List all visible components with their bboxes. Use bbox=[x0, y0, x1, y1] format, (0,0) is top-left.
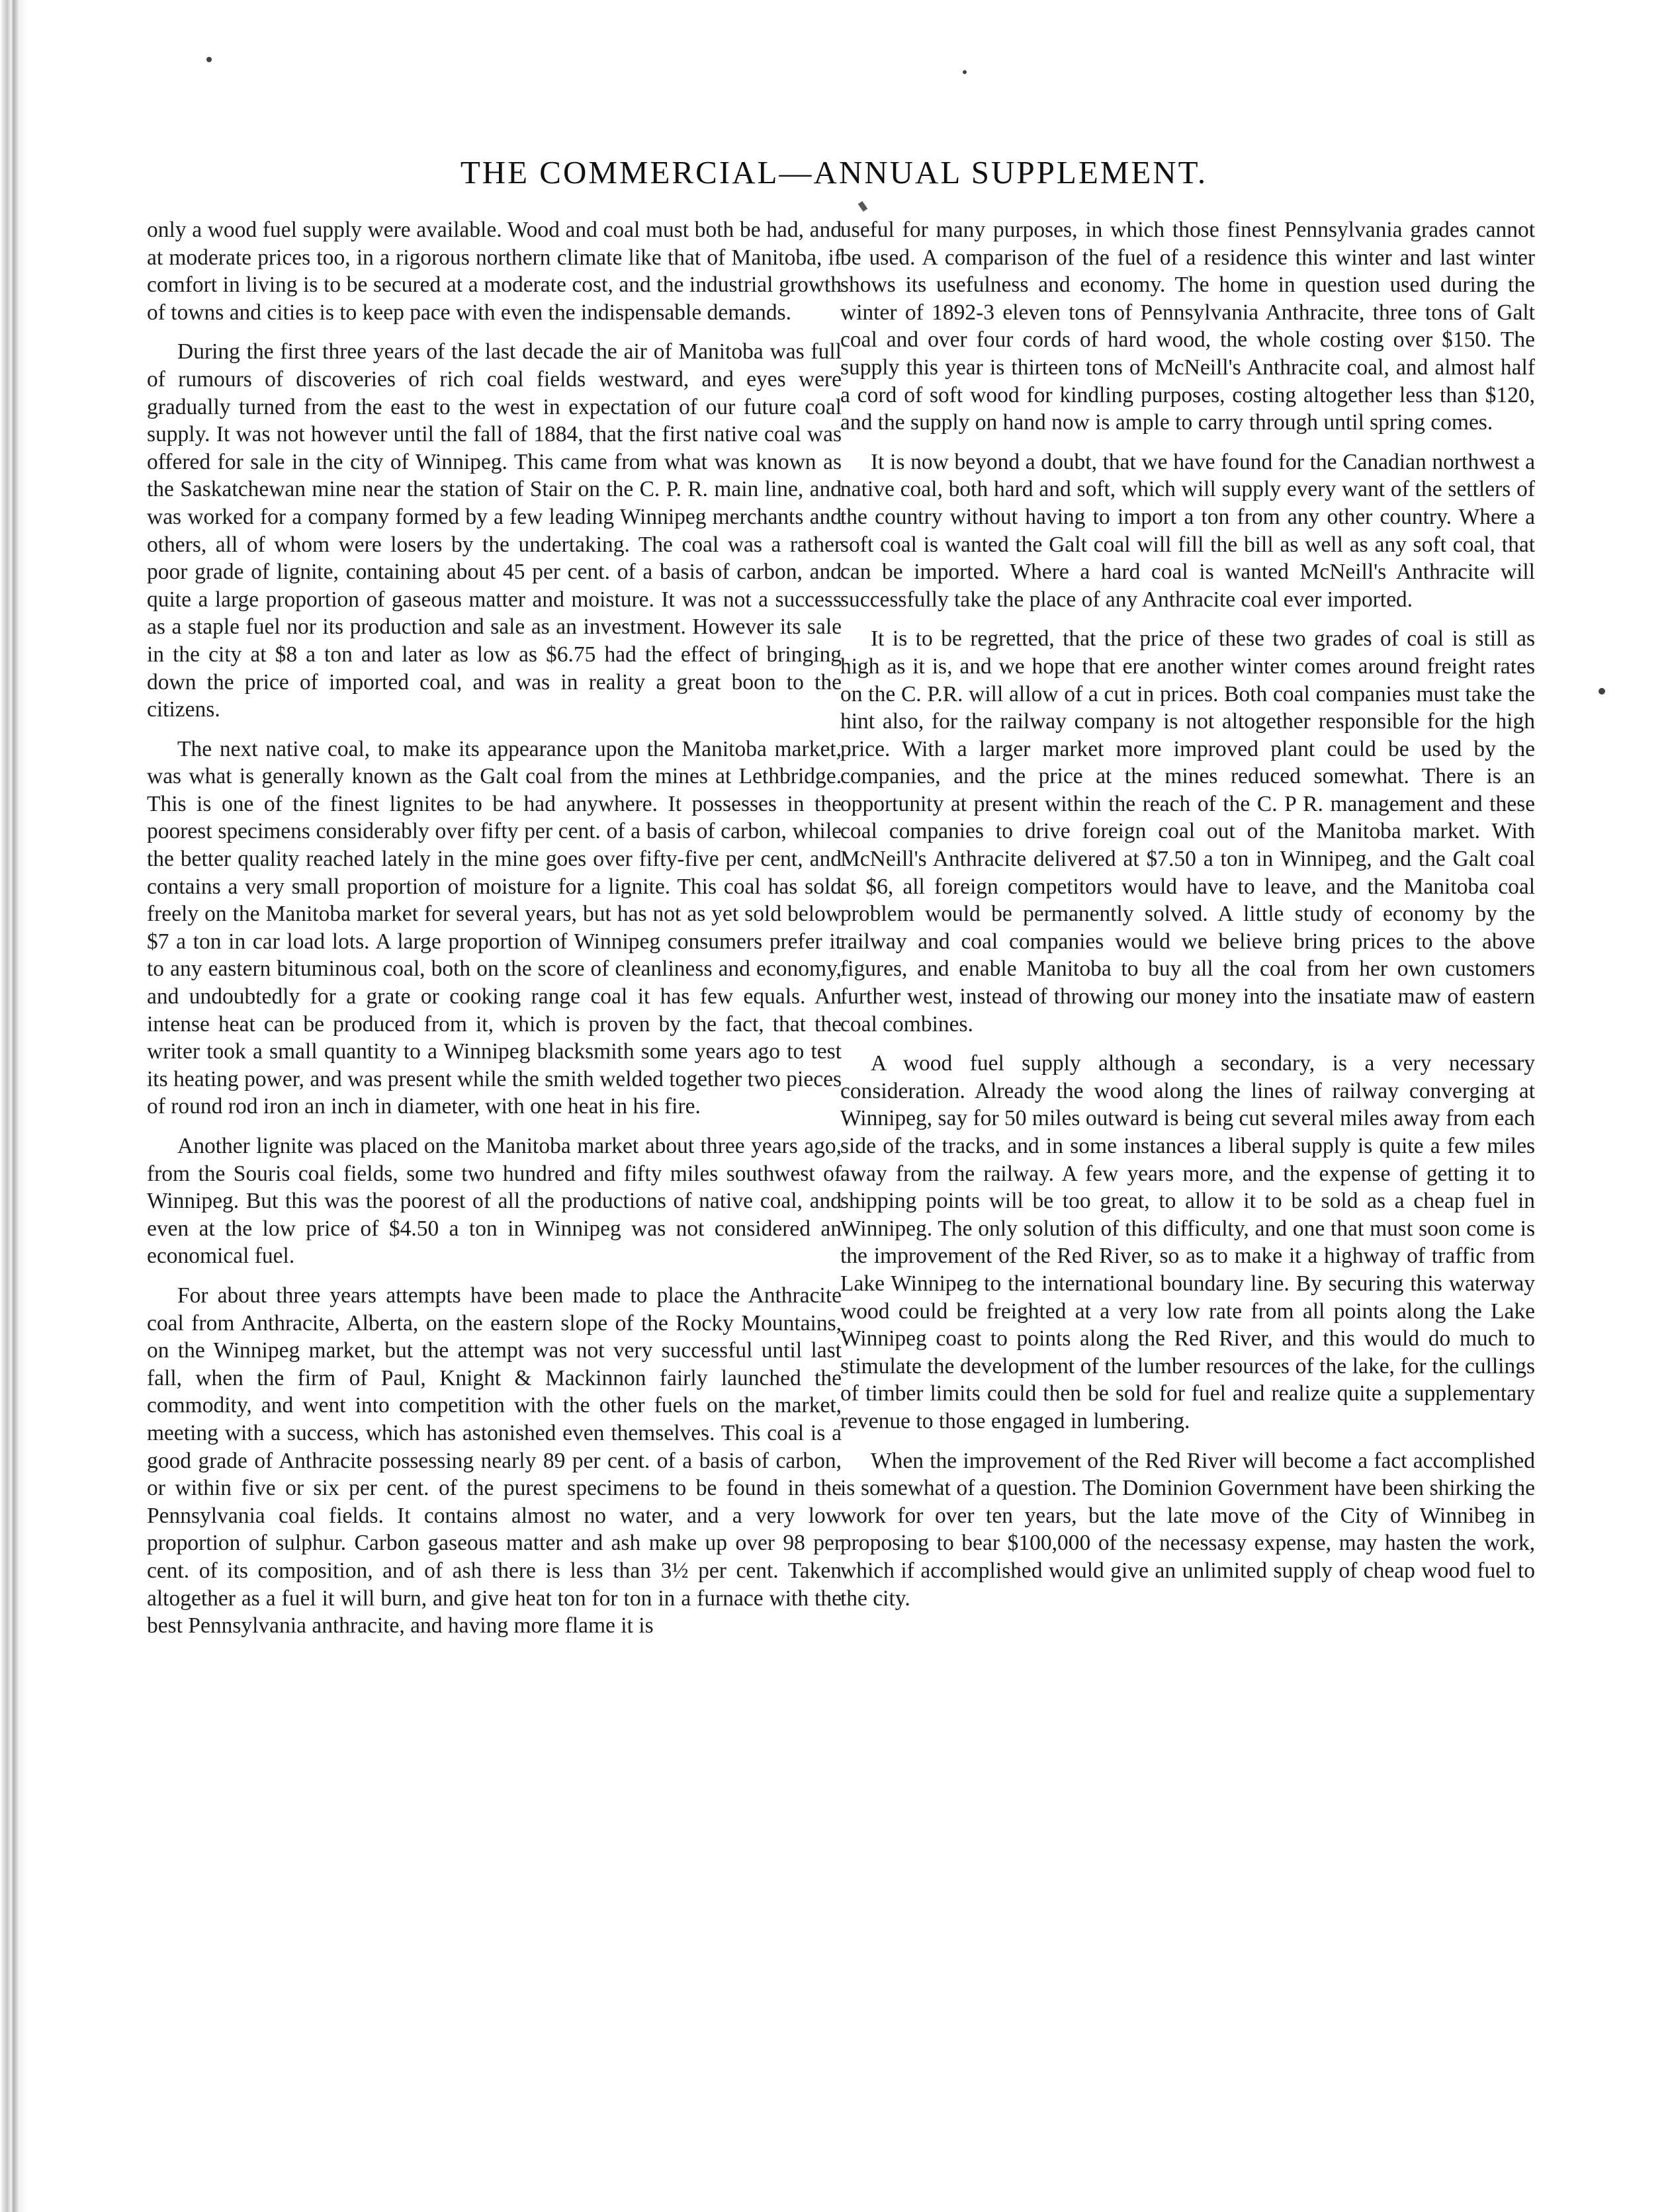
paragraph: only a wood fuel supply were available. Wood and coal must both be had, and at moderate prices too, in a rigorous northern climate like that of Manitoba, if comfort in living is to be secured at a moderate cost, and the industrial growth of towns and cities is to keep pace with even the indispensable demands. bbox=[147, 218, 842, 325]
ink-speck bbox=[963, 70, 967, 74]
paragraph: For about three years attempts have been made to place the Anthracite coal from Anthracite, Alberta, on the eastern slope of the Rocky Mountains, on the Winnipeg market, but the attempt was not very successful until last fall, when the firm of Paul, Knight & Mackinnon fairly launched the commodity, and went into competition with the other fuels on the market, meeting with a success, which has astonished even themselves. This coal is a good grade of Anthracite possessing nearly 89 per cent. of a basis of carbon, or within five or six per cent. of the purest specimens to be found in the Pennsylvania coal fields. It contains almost no water, and a very low proportion of sulphur. Carbon gaseous matter and ash make up over 98 per cent. of its composition, and of ash there is less than 3½ per cent. Taken altogether as a fuel it will burn, and give heat ton for ton in a furnace with the best Pennsylvania anthracite, and having more flame it is bbox=[147, 1283, 842, 1638]
paragraph: Another lignite was placed on the Manitoba market about three years ago, from the Souris coal fields, some two hundred and fifty miles southwest of Winnipeg. But this was the poorest of all the productions of native coal, and even at the low price of $4.50 a ton in Winnipeg was not considered an economical fuel. bbox=[147, 1134, 842, 1269]
paragraph: During the first three years of the last decade the air of Manitoba was full of rumours of discoveries of rich coal fields westward, and eyes were gradually turned from the east to the west in expectation of our future coal supply. It was not however until the fall of 1884, that the first native coal was offered for sale in the city of Winnipeg. This came from what was known as the Saskatchewan mine near the station of Stair on the C. P. R. main line, and was worked for a company formed by a few leading Winnipeg merchants and others, all of whom were losers by the undertaking. The coal was a rather poor grade of lignite, containing about 45 per cent. of a basis of carbon, and quite a large proportion of gaseous matter and moisture. It was not a success as a staple fuel nor its production and sale as an investment. However its sale in the city at $8 a ton and later as low as $6.75 had the effect of bringing down the price of imported coal, and was in reality a great boon to the citizens. bbox=[147, 339, 842, 722]
paragraph: It is to be regretted, that the price of these two grades of coal is still as high as it is, and we hope that ere another winter comes around freight rates on the C. P.R. will allow of a cut in prices. Both coal companies must take the hint also, for the railway company is not altogether responsible for the high price. With a larger market more improved plant could be used by the companies, and the price at the mines reduced somewhat. There is an opportunity at present within the reach of the C. P R. management and these coal companies to drive foreign coal out of the Manitoba market. With McNeill's Anthracite delivered at $7.50 a ton in Winnipeg, and the Galt coal at $6, all foreign competitors would have to leave, and the Manitoba coal problem would be permanently solved. A little study of economy by the railway and coal companies would we believe bring prices to the above figures, and enable Manitoba to buy all the coal from her own customers further west, instead of throwing our money into the insatiate maw of eastern coal combines. bbox=[840, 626, 1535, 1037]
paragraph: A wood fuel supply although a secondary, is a very necessary consideration. Already the wood along the lines of railway converging at Winnipeg, say for 50 miles outward is being cut several miles away from each side of the tracks, and in some instances a liberal supply is quite a few miles away from the railway. A few years more, and the expense of getting it to shipping points will be too great, to allow it to be sold as a cheap fuel in Winnipeg. The only solution of this difficulty, and one that must soon come is the improvement of the Red River, so as to make it a highway of traffic from Lake Winnipeg to the international boundary line. By securing this waterway wood could be freighted at a very low rate from all points along the Lake Winnipeg coast to points along the Red River, and this would do much to stimulate the development of the lumber resources of the lake, for the cullings of timber limits could then be sold for fuel and realize quite a supplementary revenue to those engaged in lumbering. bbox=[840, 1051, 1535, 1433]
paragraph: useful for many purposes, in which those finest Pennsylvania grades cannot be used. A comparison of the fuel of a residence this winter and last winter shows its usefulness and economy. The home in question used during the winter of 1892-3 eleven tons of Pennsylvania Anthracite, three tons of Galt coal and over four cords of hard wood, the whole costing over $150. The supply this year is thirteen tons of McNeill's Anthracite coal, and almost half a cord of soft wood for kindling purposes, costing altogether less than $120, and the supply on hand now is ample to carry through until spring comes. bbox=[840, 218, 1535, 435]
ink-speck bbox=[206, 57, 212, 62]
left-column bbox=[147, 216, 842, 1652]
ink-mark bbox=[858, 201, 868, 212]
ink-speck bbox=[1599, 688, 1605, 695]
paragraph: When the improvement of the Red River will become a fact accomplished is somewhat of a question. The Dominion Government have been shirking the work for over ten years, but the late move of the City of Winnibeg in proposing to bear $100,000 of the necessasy expense, may hasten the work, which if accomplished would give an unlimited supply of cheap wood fuel to the city. bbox=[840, 1448, 1535, 1611]
paragraph: The next native coal, to make its appearance upon the Manitoba market, was what is generally known as the Galt coal from the mines at Lethbridge. This is one of the finest lignites to be had anywhere. It possesses in the poorest specimens considerably over fifty per cent. of a basis of carbon, while the better quality reached lately in the mine goes over fifty-five per cent, and contains a very small proportion of moisture for a lignite. This coal has sold freely on the Manitoba market for several years, but has not as yet sold below $7 a ton in car load lots. A large proportion of Winnipeg consumers prefer it to any eastern bituminous coal, both on the score of cleanliness and economy, and undoubtedly for a grate or cooking range coal it has few equals. An intense heat can be produced from it, which is proven by the fact, that the writer took a small quantity to a Winnipeg blacksmith some years ago to test its heating power, and was present while the smith welded together two pieces of round rod iron an inch in diameter, with one heat in his fire. bbox=[147, 736, 842, 1119]
right-column bbox=[840, 216, 1535, 1624]
masthead-title: THE COMMERCIAL—ANNUAL SUPPLEMENT. bbox=[460, 154, 1208, 191]
paragraph: It is now beyond a doubt, that we have found for the Canadian northwest a native coal, both hard and soft, which will supply every want of the settlers of the country without having to import a ton from any other country. Where a soft coal is wanted the Galt coal will fill the bill as well as any soft coal, that can be imported. Where a hard coal is wanted McNeill's Anthracite will successfully take the place of any Anthracite coal ever imported. bbox=[840, 449, 1535, 612]
binding-edge bbox=[0, 0, 40, 2212]
